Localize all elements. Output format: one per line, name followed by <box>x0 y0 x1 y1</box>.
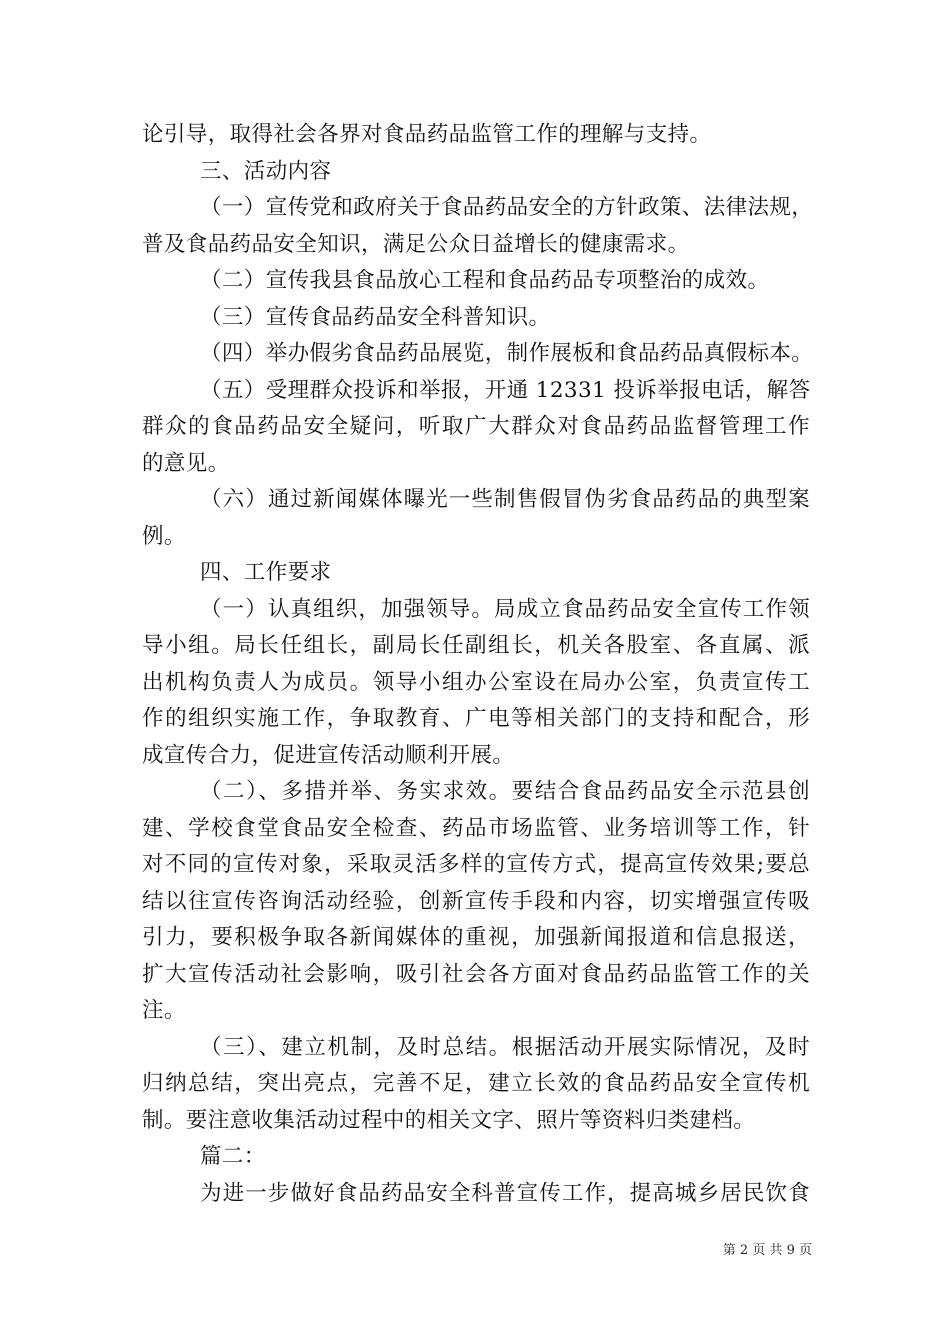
document-line: 建、学校食堂食品安全检查、药品市场监管、业务培训等工作，针 <box>142 815 810 841</box>
document-line: 群众的食品药品安全疑问，听取广大群众对食品药品监督管理工作 <box>142 414 810 439</box>
page-number-footer: 第 2 页 共 9 页 <box>722 1243 812 1258</box>
document-line: （四）举办假劣食品药品展览，制作展板和食品药品真假标本。 <box>200 341 814 366</box>
document-line: 论引导，取得社会各界对食品药品监管工作的理解与支持。 <box>142 122 712 147</box>
document-line: 导小组。局长任组长，副局长任副组长，机关各股室、各直属、派 <box>142 633 810 658</box>
document-line: 例。 <box>142 523 186 549</box>
document-line: 篇二： <box>200 1144 266 1169</box>
document-line: （五）受理群众投诉和举报，开通 12331 投诉举报电话，解答 <box>200 377 811 403</box>
document-line: 制。要注意收集活动过程中的相关文字、照片等资料归类建档。 <box>142 1107 756 1133</box>
document-line: （一）认真组织，加强领导。局成立食品药品安全宣传工作领 <box>200 596 810 622</box>
document-line: 结以往宣传咨询活动经验，创新宣传手段和内容，切实增强宣传吸 <box>142 888 810 914</box>
document-line: 对不同的宣传对象，采取灵活多样的宣传方式，提高宣传效果;要总 <box>142 852 810 877</box>
document-line: （一）宣传党和政府关于食品药品安全的方针政策、法律法规， <box>200 195 814 220</box>
document-body <box>142 117 814 1212</box>
document-line: 作的组织实施工作，争取教育、广电等相关部门的支持和配合，形 <box>142 706 810 731</box>
document-line: 归纳总结，突出亮点，完善不足，建立长效的食品药品安全宣传机 <box>142 1071 810 1096</box>
document-line: 注。 <box>142 998 186 1023</box>
document-line: 的意见。 <box>142 450 230 476</box>
document-line: （三）、建立机制，及时总结。根据活动开展实际情况，及时 <box>200 1034 810 1060</box>
document-line: 四、工作要求 <box>200 560 332 585</box>
document-line: 出机构负责人为成员。领导小组办公室设在局办公室，负责宣传工 <box>142 669 810 695</box>
document-line: 成宣传合力，促进宣传活动顺利开展。 <box>142 742 515 768</box>
document-line: 为进一步做好食品药品安全科普宣传工作，提高城乡居民饮食 <box>200 1180 810 1206</box>
document-line: （三）宣传食品药品安全科普知识。 <box>200 304 551 330</box>
document-line: （二）、多措并举、务实求效。要结合食品药品安全示范县创 <box>200 779 810 804</box>
document-line: 三、活动内容 <box>200 158 332 184</box>
document-line: 引力，要积极争取各新闻媒体的重视，加强新闻报道和信息报送， <box>142 925 810 950</box>
document-line: 普及食品药品安全知识，满足公众日益增长的健康需求。 <box>142 231 690 257</box>
document-line: 扩大宣传活动社会影响，吸引社会各方面对食品药品监管工作的关 <box>142 961 810 987</box>
document-line: （六）通过新闻媒体曝光一些制售假冒伪劣食品药品的典型案 <box>200 487 810 512</box>
document-line: （二）宣传我县食品放心工程和食品药品专项整治的成效。 <box>200 268 770 293</box>
